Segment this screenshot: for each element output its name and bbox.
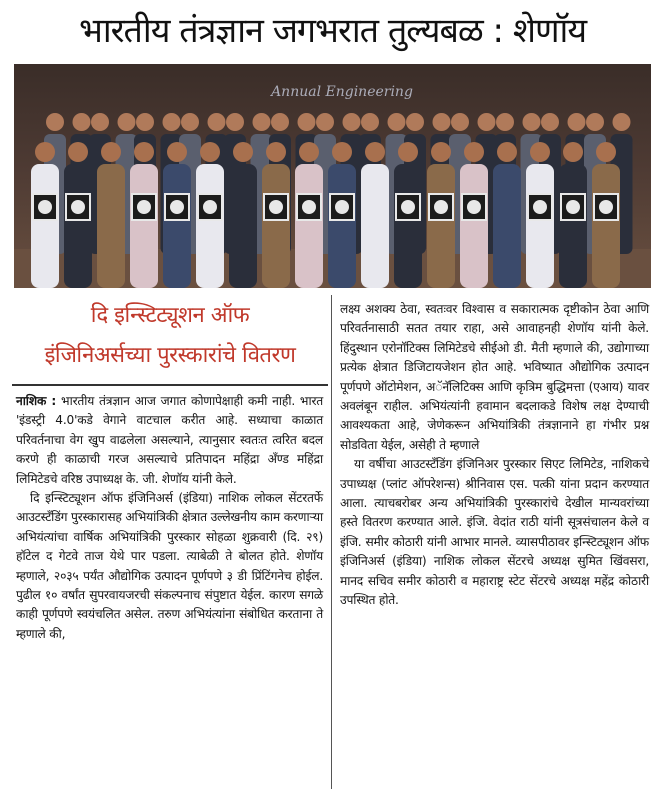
person-head <box>433 113 451 131</box>
person-head <box>530 142 550 162</box>
person-head <box>406 113 424 131</box>
subheadline-line-2: इंजिनिअर्सच्या पुरस्कारांचे वितरण <box>44 343 296 368</box>
person-head <box>451 113 469 131</box>
person-head <box>101 142 121 162</box>
award-medallion <box>302 200 316 214</box>
article-subheadline <box>12 296 328 380</box>
person-front-row <box>196 164 224 288</box>
person-head <box>73 113 91 131</box>
person-front-row <box>163 164 191 288</box>
person-head <box>271 113 289 131</box>
person-front-row <box>328 164 356 288</box>
person-head <box>208 113 226 131</box>
person-head <box>298 113 316 131</box>
award-medallion <box>38 200 52 214</box>
person-head <box>332 142 352 162</box>
person-front-row <box>592 164 620 288</box>
award-medallion <box>203 200 217 214</box>
person-front-row <box>559 164 587 288</box>
person-head <box>361 113 379 131</box>
award-medallion <box>71 200 85 214</box>
person-head <box>497 142 517 162</box>
person-head <box>563 142 583 162</box>
award-medallion <box>599 200 613 214</box>
person-head <box>496 113 514 131</box>
dateline: नाशिक : <box>16 394 57 408</box>
person-head <box>613 113 631 131</box>
person-front-row <box>493 164 521 288</box>
person-front-row <box>229 164 257 288</box>
person-front-row <box>427 164 455 288</box>
person-head <box>431 142 451 162</box>
person-front-row <box>295 164 323 288</box>
person-head <box>226 113 244 131</box>
award-medallion <box>335 200 349 214</box>
person-head <box>586 113 604 131</box>
person-head <box>253 113 271 131</box>
person-head <box>200 142 220 162</box>
person-head <box>596 142 616 162</box>
person-front-row <box>262 164 290 288</box>
person-head <box>181 113 199 131</box>
award-medallion <box>401 200 415 214</box>
person-head <box>568 113 586 131</box>
award-medallion <box>269 200 283 214</box>
award-medallion <box>170 200 184 214</box>
award-medallion <box>467 200 481 214</box>
person-front-row <box>31 164 59 288</box>
person-head <box>163 113 181 131</box>
article-column-right <box>340 300 649 611</box>
article-column-left <box>16 392 323 644</box>
award-medallion <box>434 200 448 214</box>
person-head <box>136 113 154 131</box>
award-medallion <box>533 200 547 214</box>
person-head <box>266 142 286 162</box>
person-front-row <box>361 164 389 288</box>
column-divider <box>331 295 332 789</box>
subheadline-rule <box>12 384 328 386</box>
person-front-row <box>526 164 554 288</box>
award-medallion <box>137 200 151 214</box>
person-head <box>388 113 406 131</box>
person-head <box>365 142 385 162</box>
award-winners-group <box>14 64 651 288</box>
person-head <box>134 142 154 162</box>
person-head <box>478 113 496 131</box>
person-head <box>68 142 88 162</box>
subheadline-line-1: दि इन्स्टिट्यूशन ऑफ <box>90 303 250 328</box>
award-group-photo <box>14 64 651 288</box>
person-head <box>46 113 64 131</box>
article-paragraph: नाशिक : भारतीय तंत्रज्ञान आज जगात कोणापेक्षाही कमी नाही. भारत 'इंडस्ट्री 4.0'कडे वेगाने वाटचाल करीत आहे. सध्याचा काळात परिवर्तनाचा वेग खुप वाढलेला असल्याने, त्यानुसार स्वतःत त्वरित बदल करणे ही काळाची गरज असल्याचे प्रतिपादन महिंद्रा अँण्ड महिंद्रा लिमिटेडचे वरिष्ठ उपाध्यक्ष के. जी. शेणॉय यांनी केले. <box>16 394 323 486</box>
person-head <box>299 142 319 162</box>
article-paragraph: दि इन्स्टिट्यूशन ऑफ इंजिनिअर्स (इंडिया) नाशिक लोकल सेंटरतर्फे आउटस्टँडिंग पुरस्कारासह अभियांत्रिकी क्षेत्रात उल्लेखनीय काम करणाऱ्या अभियंत्यांचा वार्षिक अभियांत्रिकी पुरस्कार सोहळा शुक्रवारी (दि. २९) हॉटेल द गेटवे ताज येथे पार पडला. त्याबेळी ते बोलत होते. शेणॉय म्हणाले, २०३५ पर्यंत औद्योगिक उत्पादन पूर्णपणे ३ डी प्रिंटिंगनेच होईल. पुढील १० वर्षांत सुपरवायजरची संकल्पनाच संपुष्टात येईल. कारण सगळे काही पूर्णपणे स्वयंचलित असेल. तरुण अभियंत्यांना संबोधित करताना ते म्हणाले की, <box>16 491 323 641</box>
headline: भारतीय तंत्रज्ञान जगभरात तुल्यबळ : शेणॉय <box>78 11 587 51</box>
person-front-row <box>64 164 92 288</box>
article-paragraph: या वर्षीचा आउटस्टँडिंग इंजिनिअर पुरस्कार सिएट लिमिटेड, नाशिकचे उपाध्यक्ष (प्लांट ऑपरेशन्स) श्रीनिवास एस. पत्की यांना प्रदान करण्यात आला. त्याचबरोबर अन्य अभियांत्रिकी पुरस्कारांचे देखील मान्यवरांच्या हस्ते वितरण करण्यात आले. इंजि. वेदांत राठी यांनी सूत्रसंचालन केले व इंजि. समीर कोठारी यांनी आभार मानले. व्यासपीठावर इन्स्टिट्यूशन ऑफ इंजिनिअर्स (इंडिया) नाशिक लोकल सेंटरचे अध्यक्ष सुमित खिंवसरा, मानद सचिव समीर कोठारी व महाराष्ट्र स्टेट सेंटरचे अध्यक्ष महेंद्र कोठारी उपस्थित होते. <box>340 457 649 608</box>
person-head <box>464 142 484 162</box>
person-head <box>343 113 361 131</box>
person-head <box>316 113 334 131</box>
article-paragraph: लक्ष्य अशक्य ठेवा, स्वतःवर विश्वास व सकारात्मक दृष्टीकोन ठेवा आणि परिवर्तनासाठी सतत तयार राहा, असे आवाहनही शेणॉय यांनी केले. हिंदुस्थान एरोनॉटिक्स लिमिटेडचे सीईओ डी. मैती म्हणाले की, उद्योगाच्या प्रत्येक क्षेत्रात डिजिटायजेशन होत आहे. भविष्यात औद्योगिक उत्पादन पूर्णपणे ऑटोमेशन, अॅनॅलिटिक्स आणि कृत्रिम बुद्धिमत्ता (एआय) यावर अवलंबून राहील. अभियंत्यांनी हवामान बदलाकडे विशेष लक्ष देण्याची आवश्यकता आहे, जेणेकरून अभियांत्रिकी तंत्रज्ञानाने हा गंभीर प्रश्न सोडविता येईल, असेही ते म्हणाले <box>340 302 649 452</box>
stage-banner: Annual Engineering <box>271 84 413 100</box>
person-head <box>541 113 559 131</box>
person-head <box>398 142 418 162</box>
award-medallion <box>566 200 580 214</box>
person-head <box>91 113 109 131</box>
person-front-row <box>460 164 488 288</box>
person-head <box>35 142 55 162</box>
person-head <box>167 142 187 162</box>
person-front-row <box>97 164 125 288</box>
person-front-row <box>394 164 422 288</box>
person-head <box>523 113 541 131</box>
person-head <box>118 113 136 131</box>
person-head <box>233 142 253 162</box>
person-front-row <box>130 164 158 288</box>
